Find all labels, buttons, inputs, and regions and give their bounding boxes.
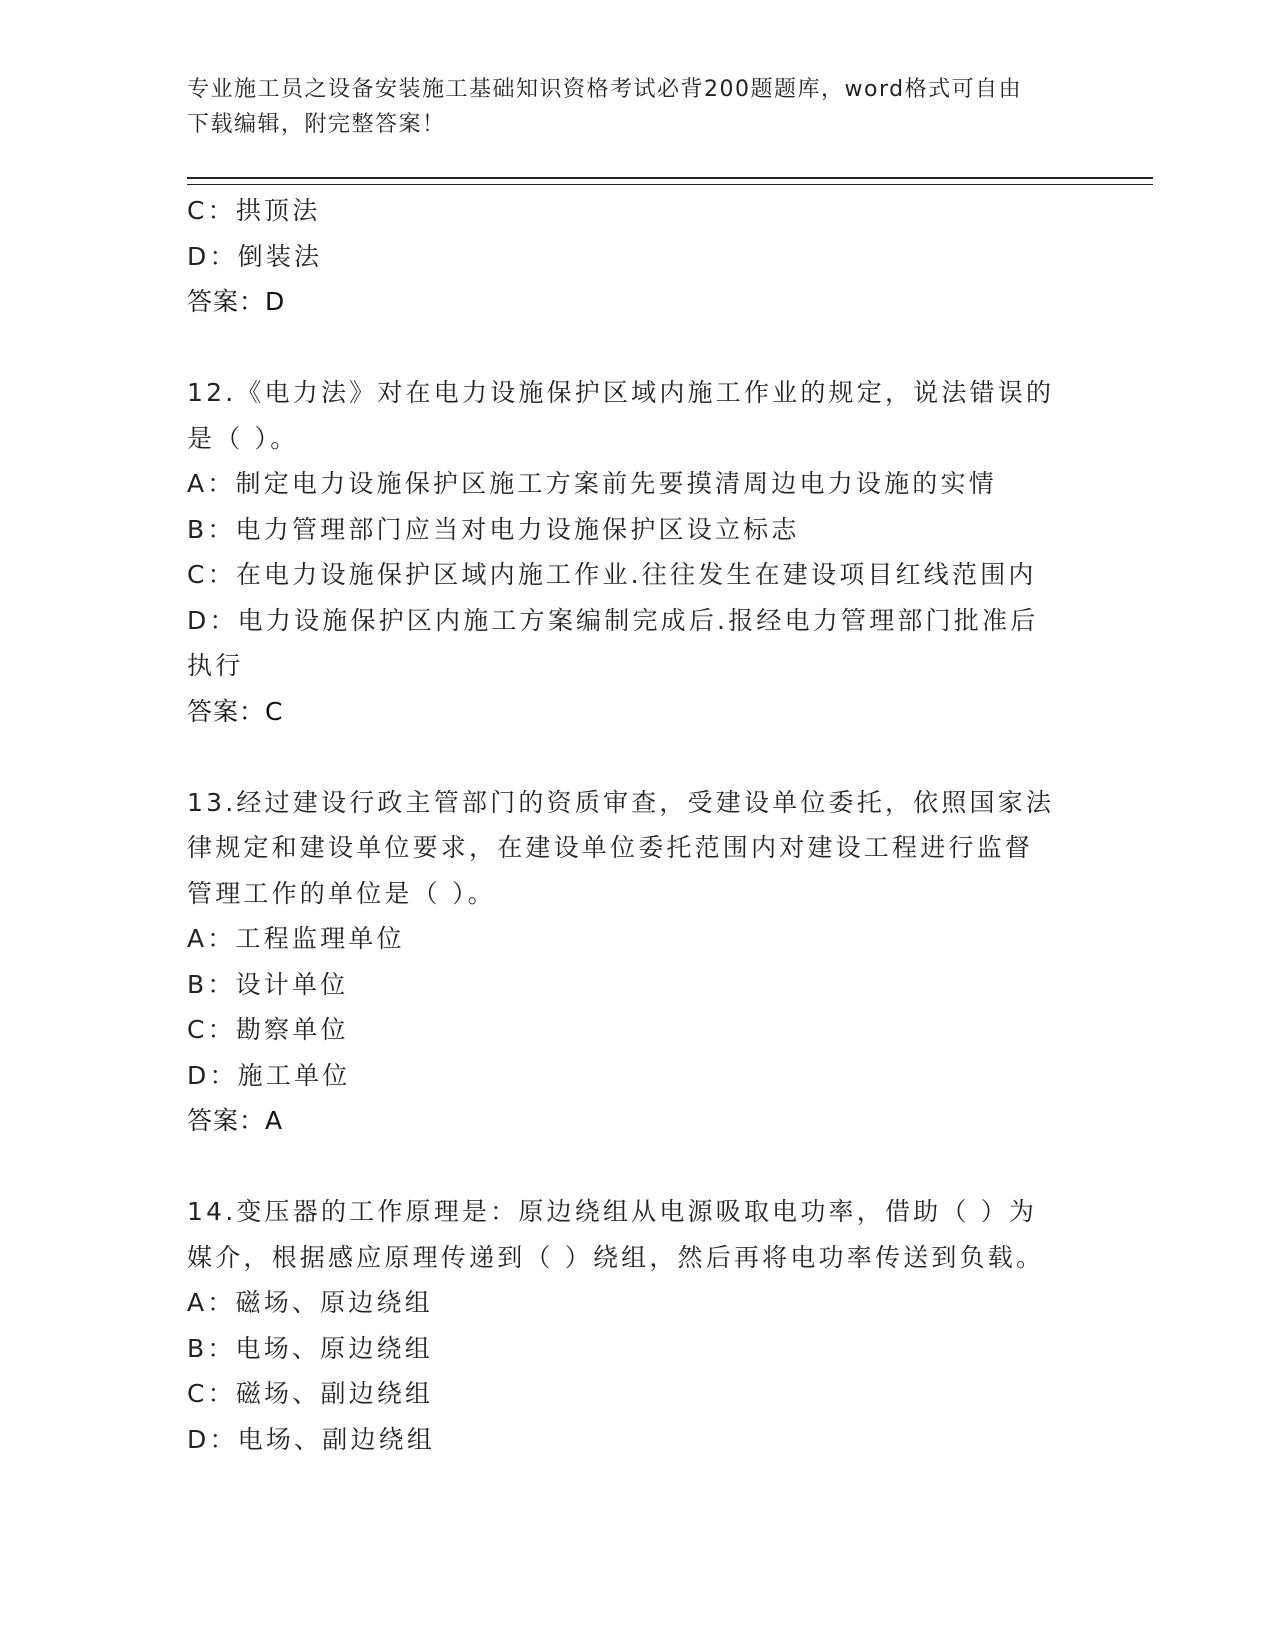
question-block-11 [187, 188, 1087, 325]
header-divider-thick [187, 177, 1153, 179]
question-block-14 [187, 1189, 1087, 1462]
option-line: D：施工单位 [187, 1060, 351, 1090]
header-line-1: 专业施工员之设备安装施工基础知识资格考试必背200题题库，word格式可自由 [187, 77, 1023, 102]
spacer [187, 734, 1087, 780]
option-line: C：在电力设施保护区域内施工作业.往往发生在建设项目红线范围内 [187, 560, 1037, 589]
option-line: A：制定电力设施保护区施工方案前先要摸清周边电力设施的实情 [187, 469, 997, 498]
question-stem-line: 管理工作的单位是（ ）。 [187, 878, 496, 908]
spacer [187, 1144, 1087, 1190]
spacer [187, 325, 1087, 371]
answer-line: 答案：D [187, 287, 286, 316]
question-stem-line: 律规定和建设单位要求，在建设单位委托范围内对建设工程进行监督 [187, 833, 1034, 862]
option-line: C：勘察单位 [187, 1015, 349, 1044]
option-line: B：电力管理部门应当对电力设施保护区设立标志 [187, 514, 800, 544]
option-line: A：工程监理单位 [187, 924, 405, 953]
option-line: C：拱顶法 [187, 196, 321, 225]
question-block-12 [187, 370, 1087, 734]
question-stem-line: 12.《电力法》对在电力设施保护区域内施工作业的规定，说法错误的 [187, 378, 1055, 407]
question-stem-line: 13.经过建设行政主管部门的资质审查，受建设单位委托，依照国家法 [187, 787, 1055, 817]
option-line: B：电场、原边绕组 [187, 1333, 433, 1363]
option-line: C：磁场、副边绕组 [187, 1379, 434, 1408]
question-stem-line: 是（ ）。 [187, 423, 299, 453]
option-line: 执行 [187, 651, 244, 680]
question-stem-line: 14.变压器的工作原理是：原边绕组从电源吸取电功率，借助（ ）为 [187, 1197, 1038, 1226]
header-line-2: 下载编辑，附完整答案！ [187, 112, 446, 137]
answer-line: 答案：A [187, 1106, 284, 1135]
option-line: D：电力设施保护区内施工方案编制完成后.报经电力管理部门批准后 [187, 605, 1039, 635]
document-body [187, 188, 1087, 1462]
option-line: D：倒装法 [187, 241, 323, 271]
option-line: D：电场、副边绕组 [187, 1424, 436, 1454]
option-line: B：设计单位 [187, 969, 349, 999]
header-divider-thin [187, 184, 1153, 185]
question-block-13 [187, 780, 1087, 1144]
option-line: A：磁场、原边绕组 [187, 1288, 433, 1317]
answer-line: 答案：C [187, 696, 284, 726]
question-stem-line: 媒介，根据感应原理传递到（ ）绕组，然后再将电功率传送到负载。 [187, 1242, 1045, 1272]
document-header [187, 72, 1087, 142]
